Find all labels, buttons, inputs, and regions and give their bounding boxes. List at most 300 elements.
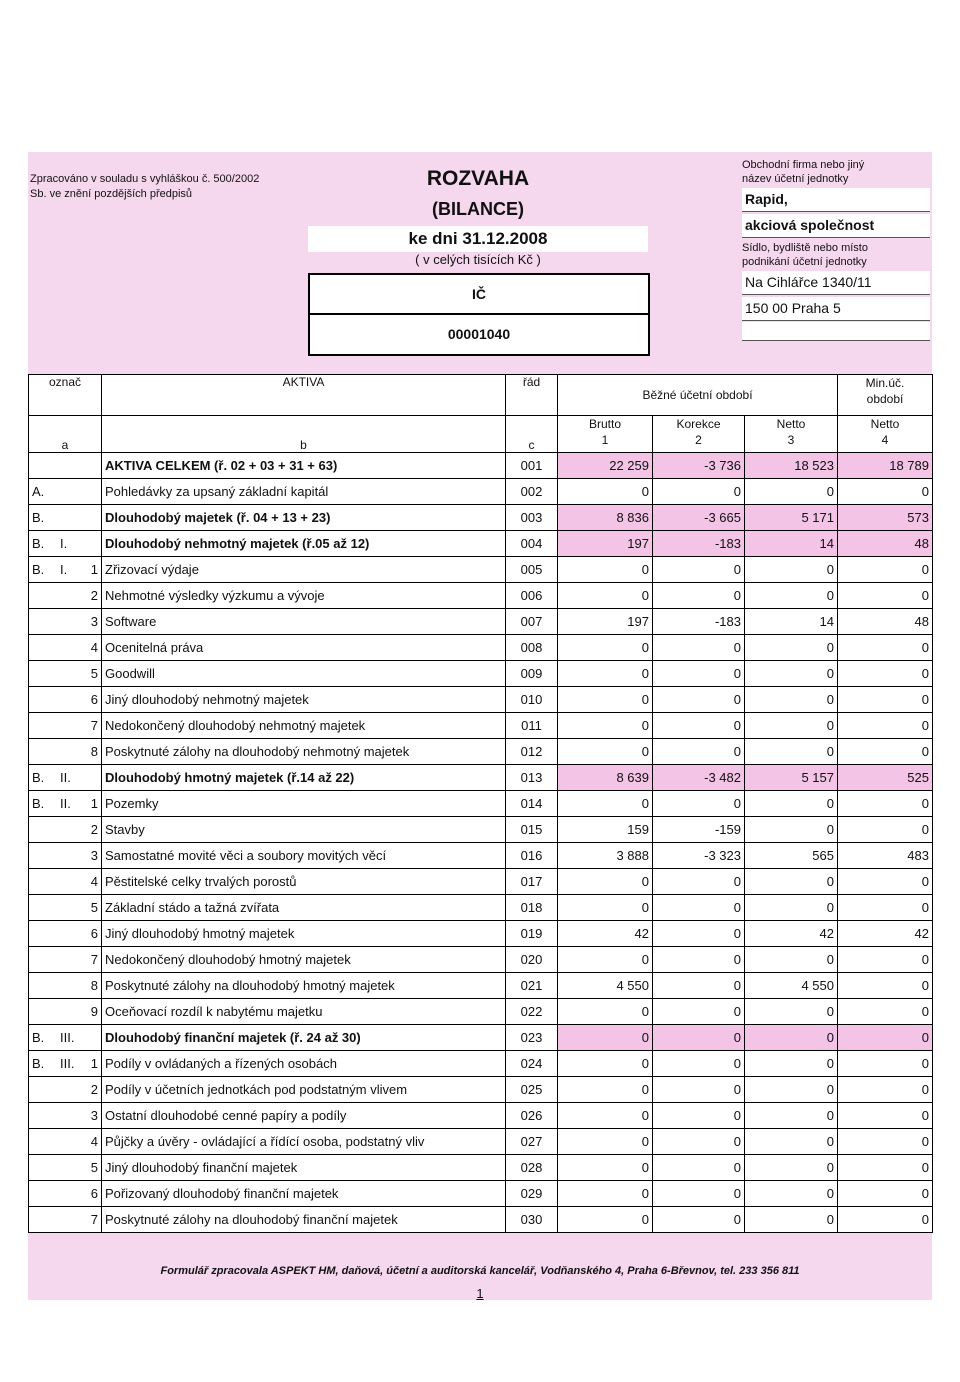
- row-designation: [29, 817, 102, 843]
- row-subsection: [60, 952, 90, 967]
- row-section: B.: [32, 1030, 45, 1045]
- row-designation: [29, 1129, 102, 1155]
- row-netto-previous: 0: [838, 1025, 933, 1051]
- row-designation: [29, 765, 102, 791]
- row-item: 6: [90, 1186, 98, 1201]
- row-korekce: 0: [653, 1103, 745, 1129]
- row-label: Poskytnuté zálohy na dlouhodobý hmotný majetek: [102, 973, 506, 999]
- row-korekce: 0: [653, 1155, 745, 1181]
- row-netto: 565: [745, 843, 838, 869]
- row-item: 7: [90, 952, 98, 967]
- row-designation: [29, 1103, 102, 1129]
- row-netto: 14: [745, 531, 838, 557]
- row-korekce: 0: [653, 973, 745, 999]
- row-item: 4: [90, 1134, 98, 1149]
- row-designation: [29, 635, 102, 661]
- company-address-street: Na Cihlářce 1340/11: [742, 271, 930, 295]
- table-row: [29, 1155, 933, 1181]
- row-label: Ocenitelná práva: [102, 635, 506, 661]
- col-current-period: Běžné účetní období: [558, 375, 838, 416]
- row-netto-previous: 0: [838, 479, 933, 505]
- row-subsection: [60, 640, 90, 655]
- row-brutto: 4 550: [558, 973, 653, 999]
- row-brutto: 0: [558, 583, 653, 609]
- table-row: [29, 635, 933, 661]
- col-oznac: označ: [29, 375, 102, 416]
- row-subsection: [60, 588, 90, 603]
- row-number: 005: [506, 557, 558, 583]
- row-korekce: 0: [653, 1207, 745, 1233]
- row-item: 6: [90, 926, 98, 941]
- row-netto-previous: 0: [838, 895, 933, 921]
- row-korekce: 0: [653, 1025, 745, 1051]
- row-brutto: 0: [558, 739, 653, 765]
- row-subsection: [60, 1004, 90, 1019]
- idx-c: c: [506, 416, 558, 453]
- row-label: Podíly v ovládaných a řízených osobách: [102, 1051, 506, 1077]
- row-designation: [29, 791, 102, 817]
- row-label: Jiný dlouhodobý hmotný majetek: [102, 921, 506, 947]
- row-item: [90, 510, 98, 525]
- table-row: [29, 661, 933, 687]
- row-netto: 0: [745, 869, 838, 895]
- row-netto: 4 550: [745, 973, 838, 999]
- row-number: 026: [506, 1103, 558, 1129]
- row-korekce: 0: [653, 583, 745, 609]
- row-item: 7: [90, 718, 98, 733]
- row-netto-previous: 0: [838, 973, 933, 999]
- title-block: [308, 163, 648, 223]
- row-section: [32, 1108, 60, 1123]
- row-netto: 0: [745, 661, 838, 687]
- row-item: 3: [90, 1108, 98, 1123]
- col-aktiva: AKTIVA: [102, 375, 506, 416]
- row-subsection: I.: [60, 536, 68, 551]
- row-subsection: III.: [60, 1056, 75, 1071]
- table-row: [29, 765, 933, 791]
- row-number: 011: [506, 713, 558, 739]
- row-korekce: -159: [653, 817, 745, 843]
- row-brutto: 0: [558, 1077, 653, 1103]
- row-netto: 0: [745, 999, 838, 1025]
- row-number: 023: [506, 1025, 558, 1051]
- row-netto: 0: [745, 1129, 838, 1155]
- legal-note-line: Sb. ve znění pozdějších předpisů: [30, 188, 193, 200]
- row-section: [32, 926, 60, 941]
- row-netto-previous: 0: [838, 687, 933, 713]
- legal-note: [30, 172, 259, 202]
- row-label: Poskytnuté zálohy na dlouhodobý finanční majetek: [102, 1207, 506, 1233]
- company-name: Rapid,: [742, 188, 930, 212]
- row-section: [32, 1160, 60, 1175]
- table-row: [29, 1077, 933, 1103]
- row-number: 022: [506, 999, 558, 1025]
- row-netto-previous: 0: [838, 1051, 933, 1077]
- row-netto: 0: [745, 1077, 838, 1103]
- row-netto: 0: [745, 791, 838, 817]
- row-subsection: [60, 614, 90, 629]
- row-subsection: [60, 1134, 90, 1149]
- row-netto-previous: 573: [838, 505, 933, 531]
- row-section: B.: [32, 562, 45, 577]
- row-subsection: [60, 1082, 90, 1097]
- row-netto-previous: 0: [838, 583, 933, 609]
- company-block: [742, 158, 930, 341]
- col-previous-period: [838, 375, 933, 416]
- row-designation: [29, 869, 102, 895]
- row-number: 030: [506, 1207, 558, 1233]
- row-label: Nedokončený dlouhodobý hmotný majetek: [102, 947, 506, 973]
- table-row: [29, 557, 933, 583]
- row-brutto: 42: [558, 921, 653, 947]
- row-label: Stavby: [102, 817, 506, 843]
- page-number: 1: [476, 1286, 484, 1301]
- row-section: [32, 614, 60, 629]
- row-subsection: II.: [60, 770, 71, 785]
- row-netto: 0: [745, 1181, 838, 1207]
- row-section: B.: [32, 510, 45, 525]
- row-designation: [29, 479, 102, 505]
- row-netto: 0: [745, 1207, 838, 1233]
- row-subsection: II.: [60, 796, 71, 811]
- row-netto-previous: 483: [838, 843, 933, 869]
- table-row: [29, 687, 933, 713]
- row-korekce: -3 482: [653, 765, 745, 791]
- row-korekce: 0: [653, 791, 745, 817]
- table-row: [29, 453, 933, 479]
- row-designation: [29, 1207, 102, 1233]
- row-netto: 0: [745, 895, 838, 921]
- row-number: 025: [506, 1077, 558, 1103]
- row-netto-previous: 0: [838, 1103, 933, 1129]
- row-subsection: [60, 1212, 90, 1227]
- row-brutto: 8 639: [558, 765, 653, 791]
- row-subsection: [60, 900, 90, 915]
- row-label: Podíly v účetních jednotkách pod podstatným vlivem: [102, 1077, 506, 1103]
- row-netto: 0: [745, 947, 838, 973]
- row-label: Samostatné movité věci a soubory movitých věcí: [102, 843, 506, 869]
- table-row: [29, 1207, 933, 1233]
- row-designation: [29, 713, 102, 739]
- row-section: [32, 666, 60, 681]
- row-netto-previous: 0: [838, 557, 933, 583]
- row-subsection: [60, 978, 90, 993]
- row-section: [32, 1186, 60, 1201]
- row-korekce: 0: [653, 739, 745, 765]
- row-netto: 0: [745, 1051, 838, 1077]
- document-title: ROZVAHA: [426, 167, 530, 190]
- row-netto-previous: 0: [838, 1077, 933, 1103]
- row-brutto: 22 259: [558, 453, 653, 479]
- row-netto: 18 523: [745, 453, 838, 479]
- row-label: Jiný dlouhodobý finanční majetek: [102, 1155, 506, 1181]
- row-netto: 0: [745, 739, 838, 765]
- row-subsection: [60, 744, 90, 759]
- row-subsection: [60, 1108, 90, 1123]
- ic-value: 00001040: [447, 326, 511, 342]
- table-row: [29, 843, 933, 869]
- col-netto-label: Netto: [776, 417, 806, 431]
- col-netto-previous-index: 4: [881, 433, 889, 447]
- row-netto-previous: 0: [838, 1207, 933, 1233]
- company-name-label: Obchodní firma nebo jiný: [742, 159, 865, 171]
- row-number: 021: [506, 973, 558, 999]
- row-number: 013: [506, 765, 558, 791]
- row-subsection: [60, 692, 90, 707]
- row-netto-previous: 0: [838, 869, 933, 895]
- row-brutto: 0: [558, 791, 653, 817]
- row-korekce: 0: [653, 557, 745, 583]
- row-korekce: 0: [653, 1129, 745, 1155]
- row-item: 1: [90, 562, 98, 577]
- table-row: [29, 1025, 933, 1051]
- row-designation: [29, 583, 102, 609]
- row-brutto: 0: [558, 1207, 653, 1233]
- row-korekce: -183: [653, 609, 745, 635]
- row-number: 008: [506, 635, 558, 661]
- row-item: 7: [90, 1212, 98, 1227]
- row-label: Dlouhodobý nehmotný majetek (ř.05 až 12): [102, 531, 506, 557]
- row-label: Pořizovaný dlouhodobý finanční majetek: [102, 1181, 506, 1207]
- row-netto-previous: 0: [838, 947, 933, 973]
- company-seat-label: Sídlo, bydliště nebo místo: [742, 242, 868, 254]
- row-subsection: [60, 510, 90, 525]
- table-row: [29, 505, 933, 531]
- row-korekce: -183: [653, 531, 745, 557]
- row-label: Dlouhodobý finanční majetek (ř. 24 až 30): [102, 1025, 506, 1051]
- row-subsection: [60, 484, 90, 499]
- row-label: AKTIVA CELKEM (ř. 02 + 03 + 31 + 63): [102, 453, 506, 479]
- row-label: Goodwill: [102, 661, 506, 687]
- row-korekce: 0: [653, 1181, 745, 1207]
- row-netto: 0: [745, 583, 838, 609]
- row-netto: 0: [745, 713, 838, 739]
- row-brutto: 0: [558, 687, 653, 713]
- table-row: [29, 479, 933, 505]
- row-designation: [29, 1181, 102, 1207]
- form-footer-note: Formulář zpracovala ASPEKT HM, daňová, účetní a auditorská kancelář, Vodňanského 4, Praha 6-Břevnov, tel. 233 356 811: [160, 1265, 800, 1277]
- row-subsection: [60, 848, 90, 863]
- col-previous-period-line: Min.úč.: [865, 376, 905, 390]
- row-designation: [29, 947, 102, 973]
- row-item: 5: [90, 900, 98, 915]
- row-section: [32, 822, 60, 837]
- row-netto-previous: 0: [838, 713, 933, 739]
- row-number: 010: [506, 687, 558, 713]
- row-netto-previous: 0: [838, 999, 933, 1025]
- row-label: Nehmotné výsledky výzkumu a vývoje: [102, 583, 506, 609]
- row-item: 2: [90, 588, 98, 603]
- row-label: Pohledávky za upsaný základní kapitál: [102, 479, 506, 505]
- col-brutto-index: 1: [601, 433, 609, 447]
- table-row: [29, 1129, 933, 1155]
- row-section: B.: [32, 770, 45, 785]
- row-item: 4: [90, 640, 98, 655]
- table-row: [29, 947, 933, 973]
- balance-date: ke dni 31.12.2008: [308, 226, 648, 252]
- row-number: 029: [506, 1181, 558, 1207]
- row-item: 6: [90, 692, 98, 707]
- row-brutto: 0: [558, 557, 653, 583]
- col-netto-previous-label: Netto: [870, 417, 900, 431]
- row-netto: 0: [745, 1103, 838, 1129]
- row-brutto: 197: [558, 531, 653, 557]
- table-row: [29, 1051, 933, 1077]
- col-korekce: [653, 416, 745, 453]
- row-section: B.: [32, 536, 45, 551]
- row-section: [32, 848, 60, 863]
- row-designation: [29, 453, 102, 479]
- row-brutto: 0: [558, 713, 653, 739]
- row-designation: [29, 505, 102, 531]
- row-korekce: 0: [653, 713, 745, 739]
- row-number: 009: [506, 661, 558, 687]
- row-label: Oceňovací rozdíl k nabytému majetku: [102, 999, 506, 1025]
- row-korekce: 0: [653, 661, 745, 687]
- row-netto-previous: 0: [838, 817, 933, 843]
- row-section: [32, 874, 60, 889]
- company-address-blank: [742, 322, 930, 341]
- col-korekce-label: Korekce: [676, 417, 721, 431]
- row-item: 4: [90, 874, 98, 889]
- row-item: 2: [90, 1082, 98, 1097]
- row-designation: [29, 531, 102, 557]
- row-brutto: 0: [558, 895, 653, 921]
- row-brutto: 0: [558, 661, 653, 687]
- row-label: Nedokončený dlouhodobý nehmotný majetek: [102, 713, 506, 739]
- row-netto-previous: 525: [838, 765, 933, 791]
- row-number: 027: [506, 1129, 558, 1155]
- row-korekce: -3 665: [653, 505, 745, 531]
- idx-a: a: [29, 416, 102, 453]
- row-label: Jiný dlouhodobý nehmotný majetek: [102, 687, 506, 713]
- row-designation: [29, 609, 102, 635]
- row-netto-previous: 0: [838, 1129, 933, 1155]
- row-subsection: [60, 926, 90, 941]
- row-netto-previous: 48: [838, 531, 933, 557]
- row-number: 007: [506, 609, 558, 635]
- row-item: 5: [90, 666, 98, 681]
- row-item: [90, 1030, 98, 1045]
- row-subsection: [60, 666, 90, 681]
- row-brutto: 0: [558, 947, 653, 973]
- row-item: [90, 484, 98, 499]
- row-label: Dlouhodobý majetek (ř. 04 + 13 + 23): [102, 505, 506, 531]
- row-number: 012: [506, 739, 558, 765]
- row-subsection: [60, 874, 90, 889]
- row-section: [32, 1212, 60, 1227]
- idx-b: b: [102, 416, 506, 453]
- row-subsection: [60, 1160, 90, 1175]
- table-row: [29, 583, 933, 609]
- row-number: 020: [506, 947, 558, 973]
- row-subsection: III.: [60, 1030, 75, 1045]
- document-subtitle: (BILANCE): [432, 199, 524, 219]
- table-row: [29, 609, 933, 635]
- row-subsection: [60, 718, 90, 733]
- col-korekce-index: 2: [695, 433, 702, 447]
- row-item: [90, 770, 98, 785]
- row-section: A.: [32, 484, 45, 499]
- row-number: 016: [506, 843, 558, 869]
- row-subsection: [60, 1186, 90, 1201]
- row-item: 5: [90, 1160, 98, 1175]
- row-label: Pěstitelské celky trvalých porostů: [102, 869, 506, 895]
- row-designation: [29, 739, 102, 765]
- row-number: 003: [506, 505, 558, 531]
- row-brutto: 0: [558, 1129, 653, 1155]
- row-korekce: 0: [653, 947, 745, 973]
- company-address-city: 150 00 Praha 5: [742, 297, 930, 321]
- row-netto: 0: [745, 1025, 838, 1051]
- row-label: Poskytnuté zálohy na dlouhodobý nehmotný majetek: [102, 739, 506, 765]
- row-korekce: -3 323: [653, 843, 745, 869]
- table-row: [29, 1103, 933, 1129]
- row-number: 015: [506, 817, 558, 843]
- row-designation: [29, 1025, 102, 1051]
- row-netto-previous: 0: [838, 1181, 933, 1207]
- row-korekce: 0: [653, 921, 745, 947]
- row-netto-previous: 48: [838, 609, 933, 635]
- row-brutto: 3 888: [558, 843, 653, 869]
- legal-note-line: Zpracováno v souladu s vyhláškou č. 500/2002: [30, 173, 260, 185]
- row-section: [32, 952, 60, 967]
- row-item: [90, 536, 98, 551]
- row-label: Půjčky a úvěry - ovládající a řídící osoba, podstatný vliv: [102, 1129, 506, 1155]
- row-netto: 0: [745, 1155, 838, 1181]
- row-brutto: 0: [558, 1103, 653, 1129]
- col-netto: [745, 416, 838, 453]
- table-subheader-row: [29, 416, 933, 453]
- row-netto: 0: [745, 687, 838, 713]
- row-item: 8: [90, 744, 98, 759]
- row-subsection: I.: [60, 562, 68, 577]
- ic-label: IČ: [310, 275, 648, 315]
- row-number: 001: [506, 453, 558, 479]
- table-row: [29, 1181, 933, 1207]
- row-korekce: 0: [653, 479, 745, 505]
- row-korekce: 0: [653, 635, 745, 661]
- row-designation: [29, 1077, 102, 1103]
- row-number: 004: [506, 531, 558, 557]
- company-name-label: název účetní jednotky: [742, 173, 849, 185]
- unit-note: ( v celých tisících Kč ): [415, 252, 541, 267]
- row-number: 014: [506, 791, 558, 817]
- row-netto-previous: 0: [838, 1155, 933, 1181]
- col-netto-previous: [838, 416, 933, 453]
- row-brutto: 197: [558, 609, 653, 635]
- row-brutto: 0: [558, 869, 653, 895]
- row-netto: 5 171: [745, 505, 838, 531]
- col-previous-period-line: období: [866, 392, 904, 406]
- row-designation: [29, 895, 102, 921]
- row-designation: [29, 1051, 102, 1077]
- row-section: [32, 978, 60, 993]
- row-item: 3: [90, 614, 98, 629]
- company-legal-form: akciová společnost: [742, 214, 930, 238]
- row-label: Základní stádo a tažná zvířata: [102, 895, 506, 921]
- row-brutto: 0: [558, 1155, 653, 1181]
- row-item: 8: [90, 978, 98, 993]
- row-designation: [29, 557, 102, 583]
- row-item: 2: [90, 822, 98, 837]
- row-brutto: 0: [558, 1181, 653, 1207]
- row-brutto: 159: [558, 817, 653, 843]
- row-section: [32, 692, 60, 707]
- row-netto-previous: 0: [838, 635, 933, 661]
- row-section: [32, 900, 60, 915]
- row-designation: [29, 921, 102, 947]
